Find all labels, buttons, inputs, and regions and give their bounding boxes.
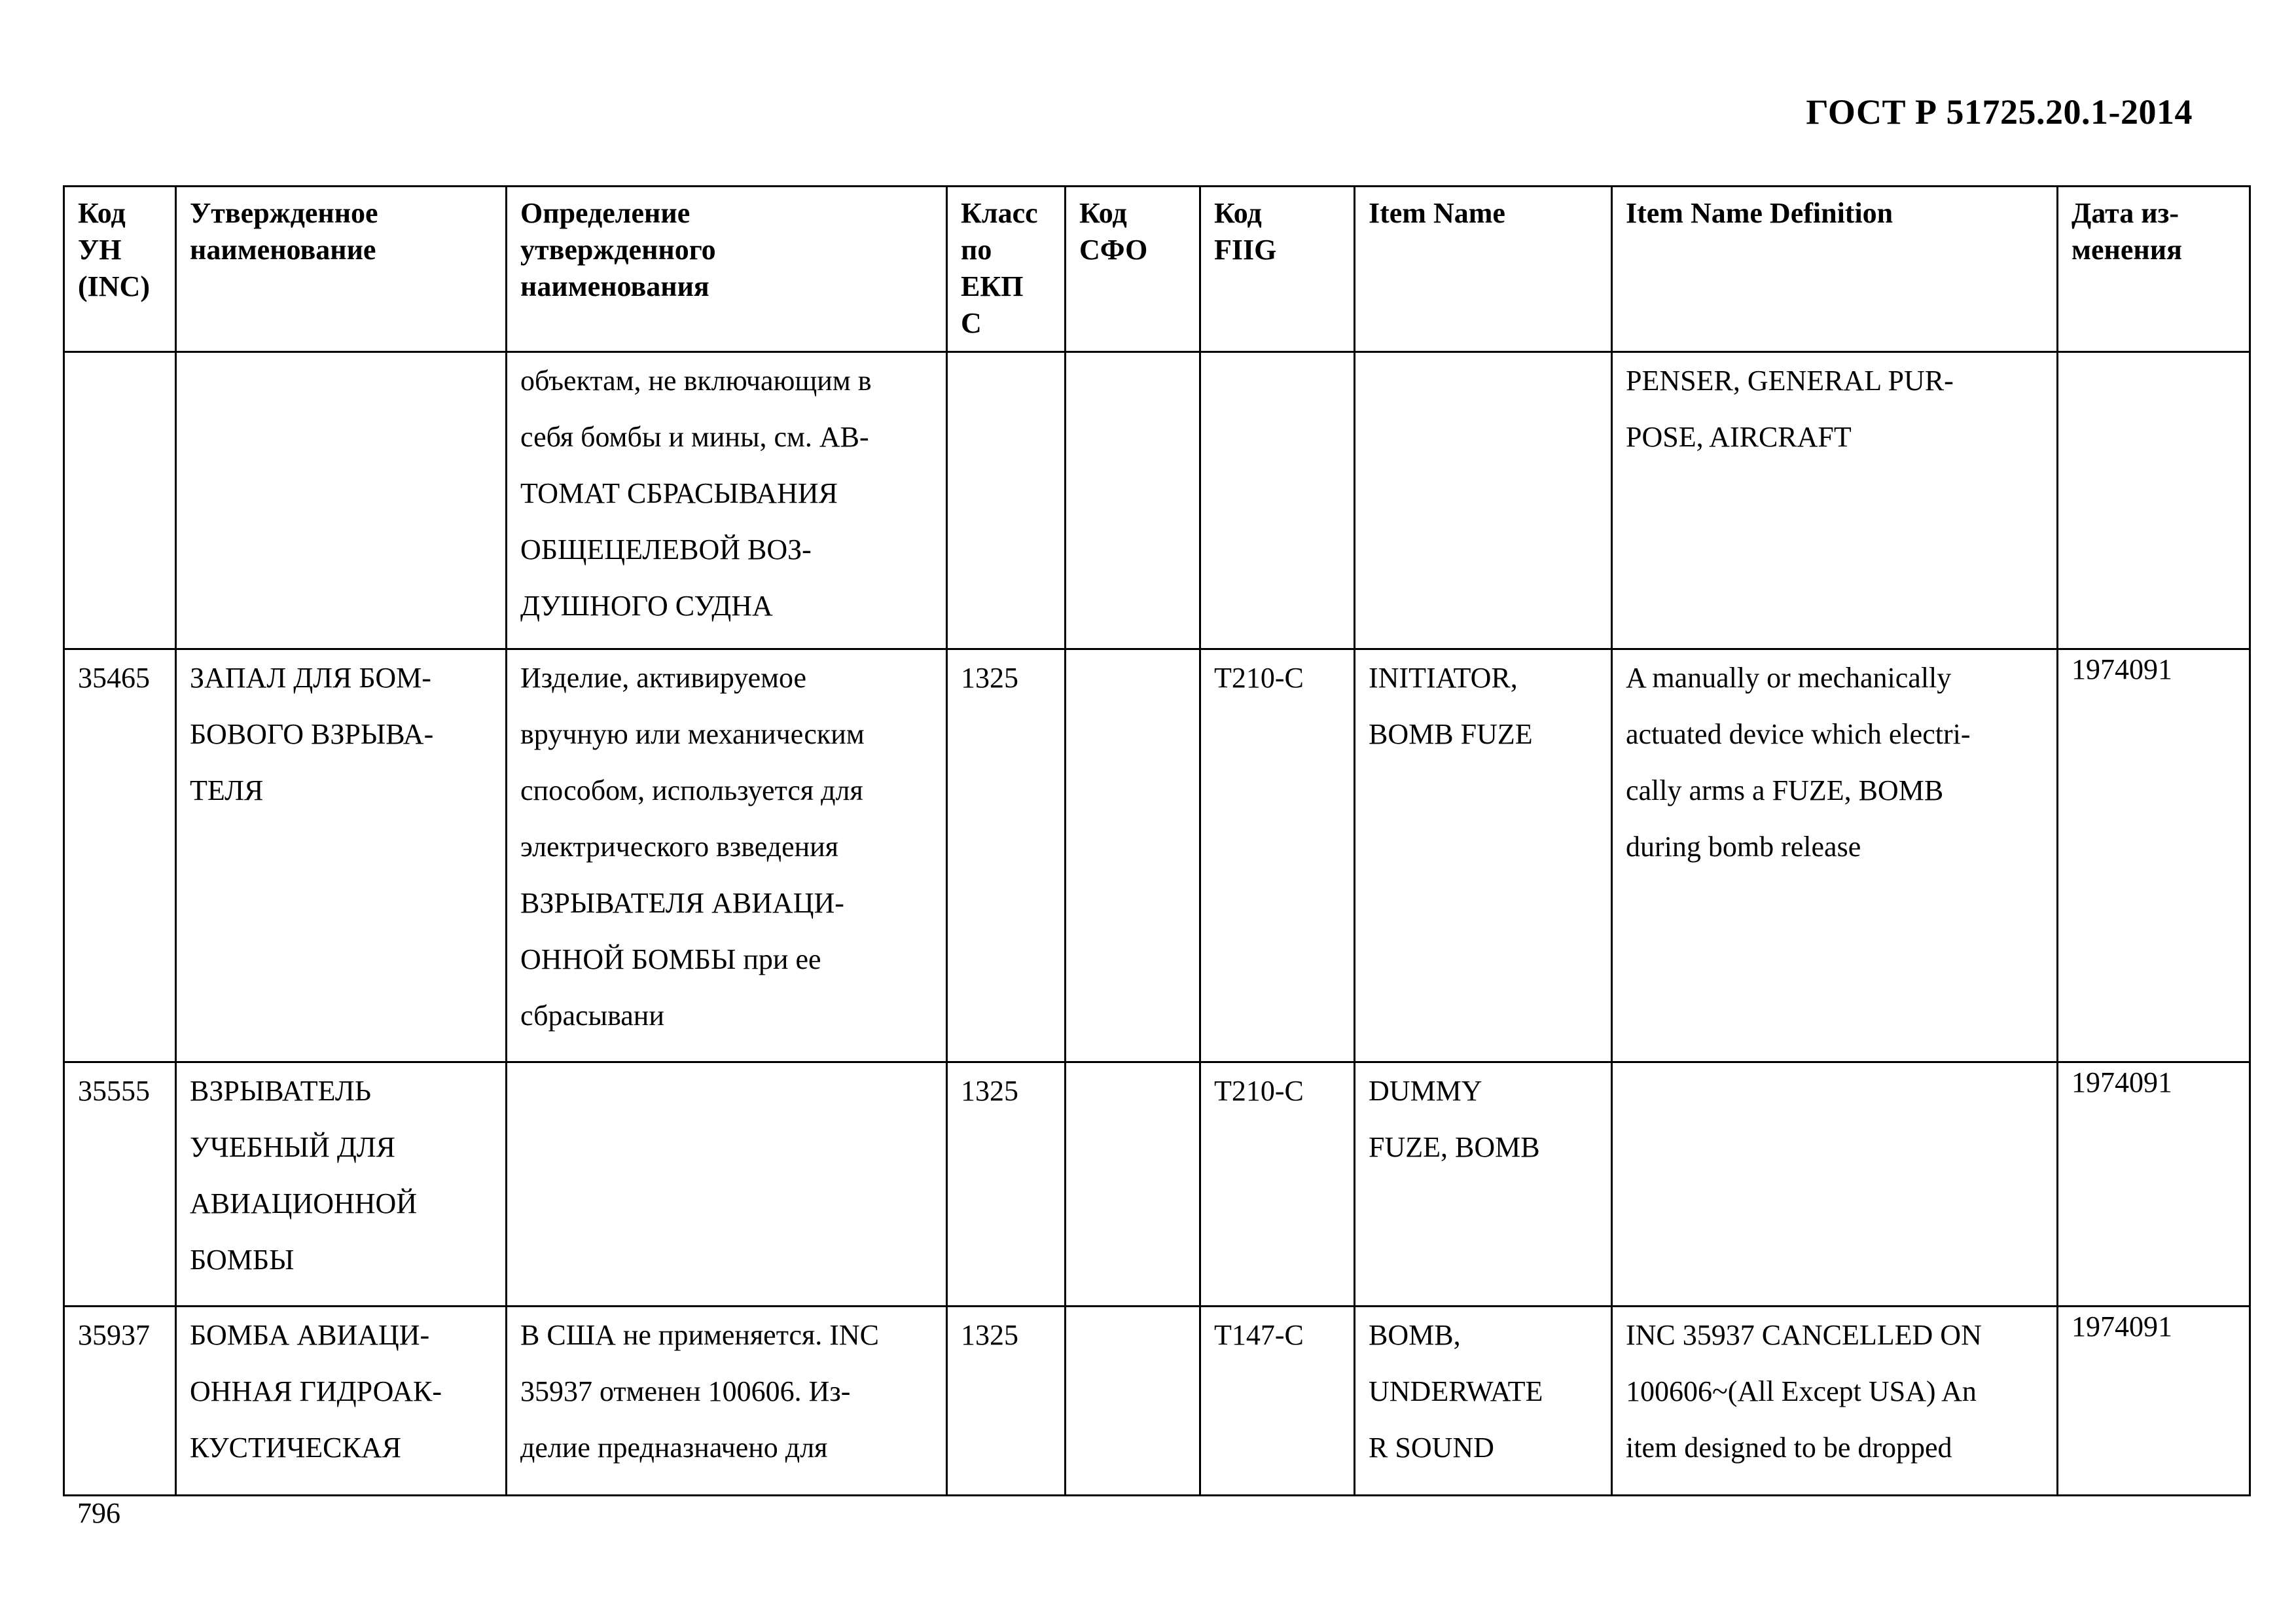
cell-class: 1325	[947, 1062, 1066, 1307]
cell-inc	[64, 352, 176, 649]
column-header-item-name-definition: Item Name Definition	[1612, 187, 2058, 352]
cell-definition: В США не применяется. INC 35937 отменен 100606. Из- делие предназначено для	[507, 1307, 947, 1496]
cell-approved-name: ВЗРЫВАТЕЛЬ УЧЕБНЫЙ ДЛЯ АВИАЦИОННОЙ БОМБЫ	[176, 1062, 507, 1307]
table-row	[64, 1307, 2250, 1496]
cell-inc: 35465	[64, 649, 176, 1062]
cell-class	[947, 352, 1066, 649]
cell-item-name-definition: PENSER, GENERAL PUR- POSE, AIRCRAFT	[1612, 352, 2058, 649]
cell-item-name	[1355, 352, 1612, 649]
column-header-approved-name: Утвержденное наименование	[176, 187, 507, 352]
cell-fiig-code: T210-C	[1200, 649, 1355, 1062]
cell-sfo-code	[1066, 649, 1200, 1062]
table-header-row	[64, 187, 2250, 352]
cell-item-name-definition: INC 35937 CANCELLED ON 100606~(All Except USA) An item designed to be dropped	[1612, 1307, 2058, 1496]
column-header-item-name: Item Name	[1355, 187, 1612, 352]
table-row	[64, 352, 2250, 649]
column-header-fiig-code: Код FIIG	[1200, 187, 1355, 352]
cell-class: 1325	[947, 1307, 1066, 1496]
column-header-inc: Код УН (INC)	[64, 187, 176, 352]
page-number: 796	[77, 1497, 120, 1529]
cell-change-date: 1974091	[2058, 1062, 2250, 1307]
classification-table	[63, 185, 2251, 1496]
cell-sfo-code	[1066, 1307, 1200, 1496]
document-standard-code: ГОСТ Р 51725.20.1-2014	[1806, 92, 2193, 132]
table-row	[64, 649, 2250, 1062]
cell-fiig-code: T147-C	[1200, 1307, 1355, 1496]
column-header-change-date: Дата из- менения	[2058, 187, 2250, 352]
cell-sfo-code	[1066, 1062, 1200, 1307]
cell-approved-name: ЗАПАЛ ДЛЯ БОМ- БОВОГО ВЗРЫВА- ТЕЛЯ	[176, 649, 507, 1062]
column-header-class: Класс по ЕКП С	[947, 187, 1066, 352]
cell-item-name-definition: A manually or mechanically actuated device which electri- cally arms a FUZE, BOMB during bomb release	[1612, 649, 2058, 1062]
cell-item-name: INITIATOR, BOMB FUZE	[1355, 649, 1612, 1062]
table-row	[64, 1062, 2250, 1307]
cell-inc: 35555	[64, 1062, 176, 1307]
cell-sfo-code	[1066, 352, 1200, 649]
cell-fiig-code	[1200, 352, 1355, 649]
cell-change-date	[2058, 352, 2250, 649]
cell-definition	[507, 1062, 947, 1307]
cell-class: 1325	[947, 649, 1066, 1062]
cell-item-name: DUMMY FUZE, BOMB	[1355, 1062, 1612, 1307]
cell-change-date: 1974091	[2058, 649, 2250, 1062]
cell-inc: 35937	[64, 1307, 176, 1496]
cell-item-name-definition	[1612, 1062, 2058, 1307]
cell-definition: объектам, не включающим в себя бомбы и мины, см. АВ- ТОМАТ СБРАСЫВАНИЯ ОБЩЕЦЕЛЕВОЙ ВОЗ- ДУШНОГО СУДНА	[507, 352, 947, 649]
cell-approved-name: БОМБА АВИАЦИ- ОННАЯ ГИДРОАК- КУСТИЧЕСКАЯ	[176, 1307, 507, 1496]
cell-item-name: BOMB, UNDERWATE R SOUND	[1355, 1307, 1612, 1496]
cell-approved-name	[176, 352, 507, 649]
cell-change-date: 1974091	[2058, 1307, 2250, 1496]
cell-definition: Изделие, активируемое вручную или механическим способом, используется для электрического взведения ВЗРЫВАТЕЛЯ АВИАЦИ- ОННОЙ БОМБЫ при ее сбрасывани	[507, 649, 947, 1062]
column-header-sfo-code: Код СФО	[1066, 187, 1200, 352]
cell-fiig-code: T210-C	[1200, 1062, 1355, 1307]
column-header-definition: Определение утвержденного наименования	[507, 187, 947, 352]
